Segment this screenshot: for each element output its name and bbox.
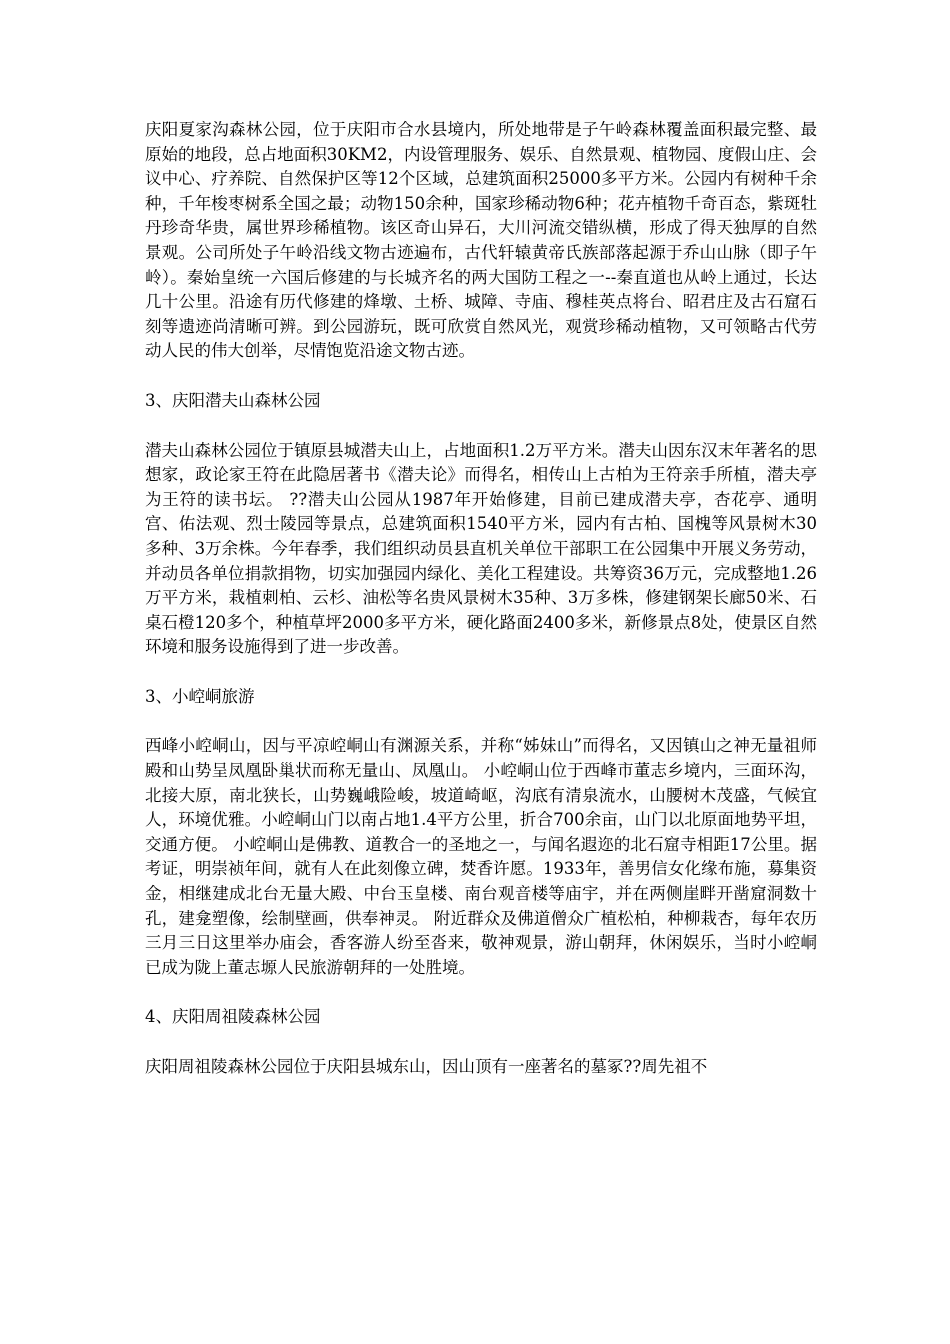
- heading-xiao-kongtong-tourism: 3、小崆峒旅游: [145, 686, 255, 706]
- document-page: [145, 118, 817, 1105]
- paragraph-zhouzuling-forest-park: 庆阳周祖陵森林公园位于庆阳县城东山，因山顶有一座著名的墓冢??周先祖不: [145, 1057, 708, 1076]
- paragraph-xiao-kongtong-tourism: 西峰小崆峒山，因与平凉崆峒山有渊源关系，并称“姊妹山”而得名，又因镇山之神无量祖师殿和山势呈凤凰卧巢状而称无量山、凤凰山。 小崆峒山位于西峰市董志乡境内，三面环沟，北接大原，南北狭长，山势巍峨险峻，坡道崎岖，沟底有清泉流水，山腰树木茂盛，气候宜人，环境优雅。小崆峒山门以南占地1.4平方公里，折合700余亩，山门以北原面地势平坦，交通方便。 小崆峒山是佛教、道教合一的圣地之一，与闻名遐迩的北石窟寺相距17公里。据考证，明崇祯年间，就有人在此刻像立碑，焚香许愿。1933年，善男信女化缘布施，募集资金，相继建成北台无量大殿、中台玉皇楼、南台观音楼等庙宇，并在两侧崖畔开凿窟洞数十孔，建龛塑像，绘制壁画，供奉神灵。 附近群众及佛道僧众广植松柏，种柳栽杏，每年农历三月三日这里举办庙会，香客游人纷至沓来，敬神观景，游山朝拜，休闲娱乐，当时小崆峒已成为陇上董志塬人民旅游朝拜的一处胜境。: [145, 736, 817, 977]
- heading-zhouzuling-forest-park: 4、庆阳周祖陵森林公园: [145, 1007, 321, 1027]
- paragraph-xiajiagou-forest-park: 庆阳夏家沟森林公园，位于庆阳市合水县境内，所处地带是子午岭森林覆盖面积最完整、最原始的地段，总占地面积30KM2，内设管理服务、娱乐、自然景观、植物园、度假山庄、会议中心、疗养院、自然保护区等12个区域，总建筑面积25000多平方米。公园内有树种千余种，千年梭枣树系全国之最；动物150余种，国家珍稀动物6种；花卉植物千奇百态，紫斑牡丹珍奇华贵，属世界珍稀植物。该区奇山异石，大川河流交错纵横，形成了得天独厚的自然景观。公司所处子午岭沿线文物古迹遍布，古代轩辕黄帝氏族部落起源于乔山山脉（即子午岭）。秦始皇统一六国后修建的与长城齐名的两大国防工程之一--秦直道也从岭上通过，长达几十公里。沿途有历代修建的烽墩、土桥、城障、寺庙、穆桂英点将台、昭君庄及古石窟石刻等遗迹尚清晰可辨。到公园游玩，既可欣赏自然风光，观赏珍稀动植物，又可领略古代劳动人民的伟大创举，尽情饱览沿途文物古迹。: [145, 120, 817, 361]
- paragraph-qianfushan-forest-park: 潜夫山森林公园位于镇原县城潜夫山上，占地面积1.2万平方米。潜夫山因东汉末年著名的思想家，政论家王符在此隐居著书《潜夫论》而得名，相传山上古柏为王符亲手所植，潜夫亭为王符的读书坛。 ??潜夫山公园从1987年开始修建，目前已建成潜夫亭，杏花亭、通明宫、佑法观、烈士陵园等景点，总建筑面积1540平方米，园内有古柏、国槐等风景树木30多种、3万余株。今年春季，我们组织动员县直机关单位干部职工在公园集中开展义务劳动，并动员各单位捐款捐物，切实加强园内绿化、美化工程建设。共筹资36万元，完成整地1.26万平方米，栽植刺柏、云杉、油松等名贵风景树木35种、3万多株，修建钢架长廊50米、石桌石橙120多个，种植草坪2000多平方米，硬化路面2400多米，新修景点8处，使景区自然环境和服务设施得到了进一步改善。: [145, 440, 817, 657]
- heading-qianfushan-forest-park: 3、庆阳潜夫山森林公园: [145, 390, 321, 410]
